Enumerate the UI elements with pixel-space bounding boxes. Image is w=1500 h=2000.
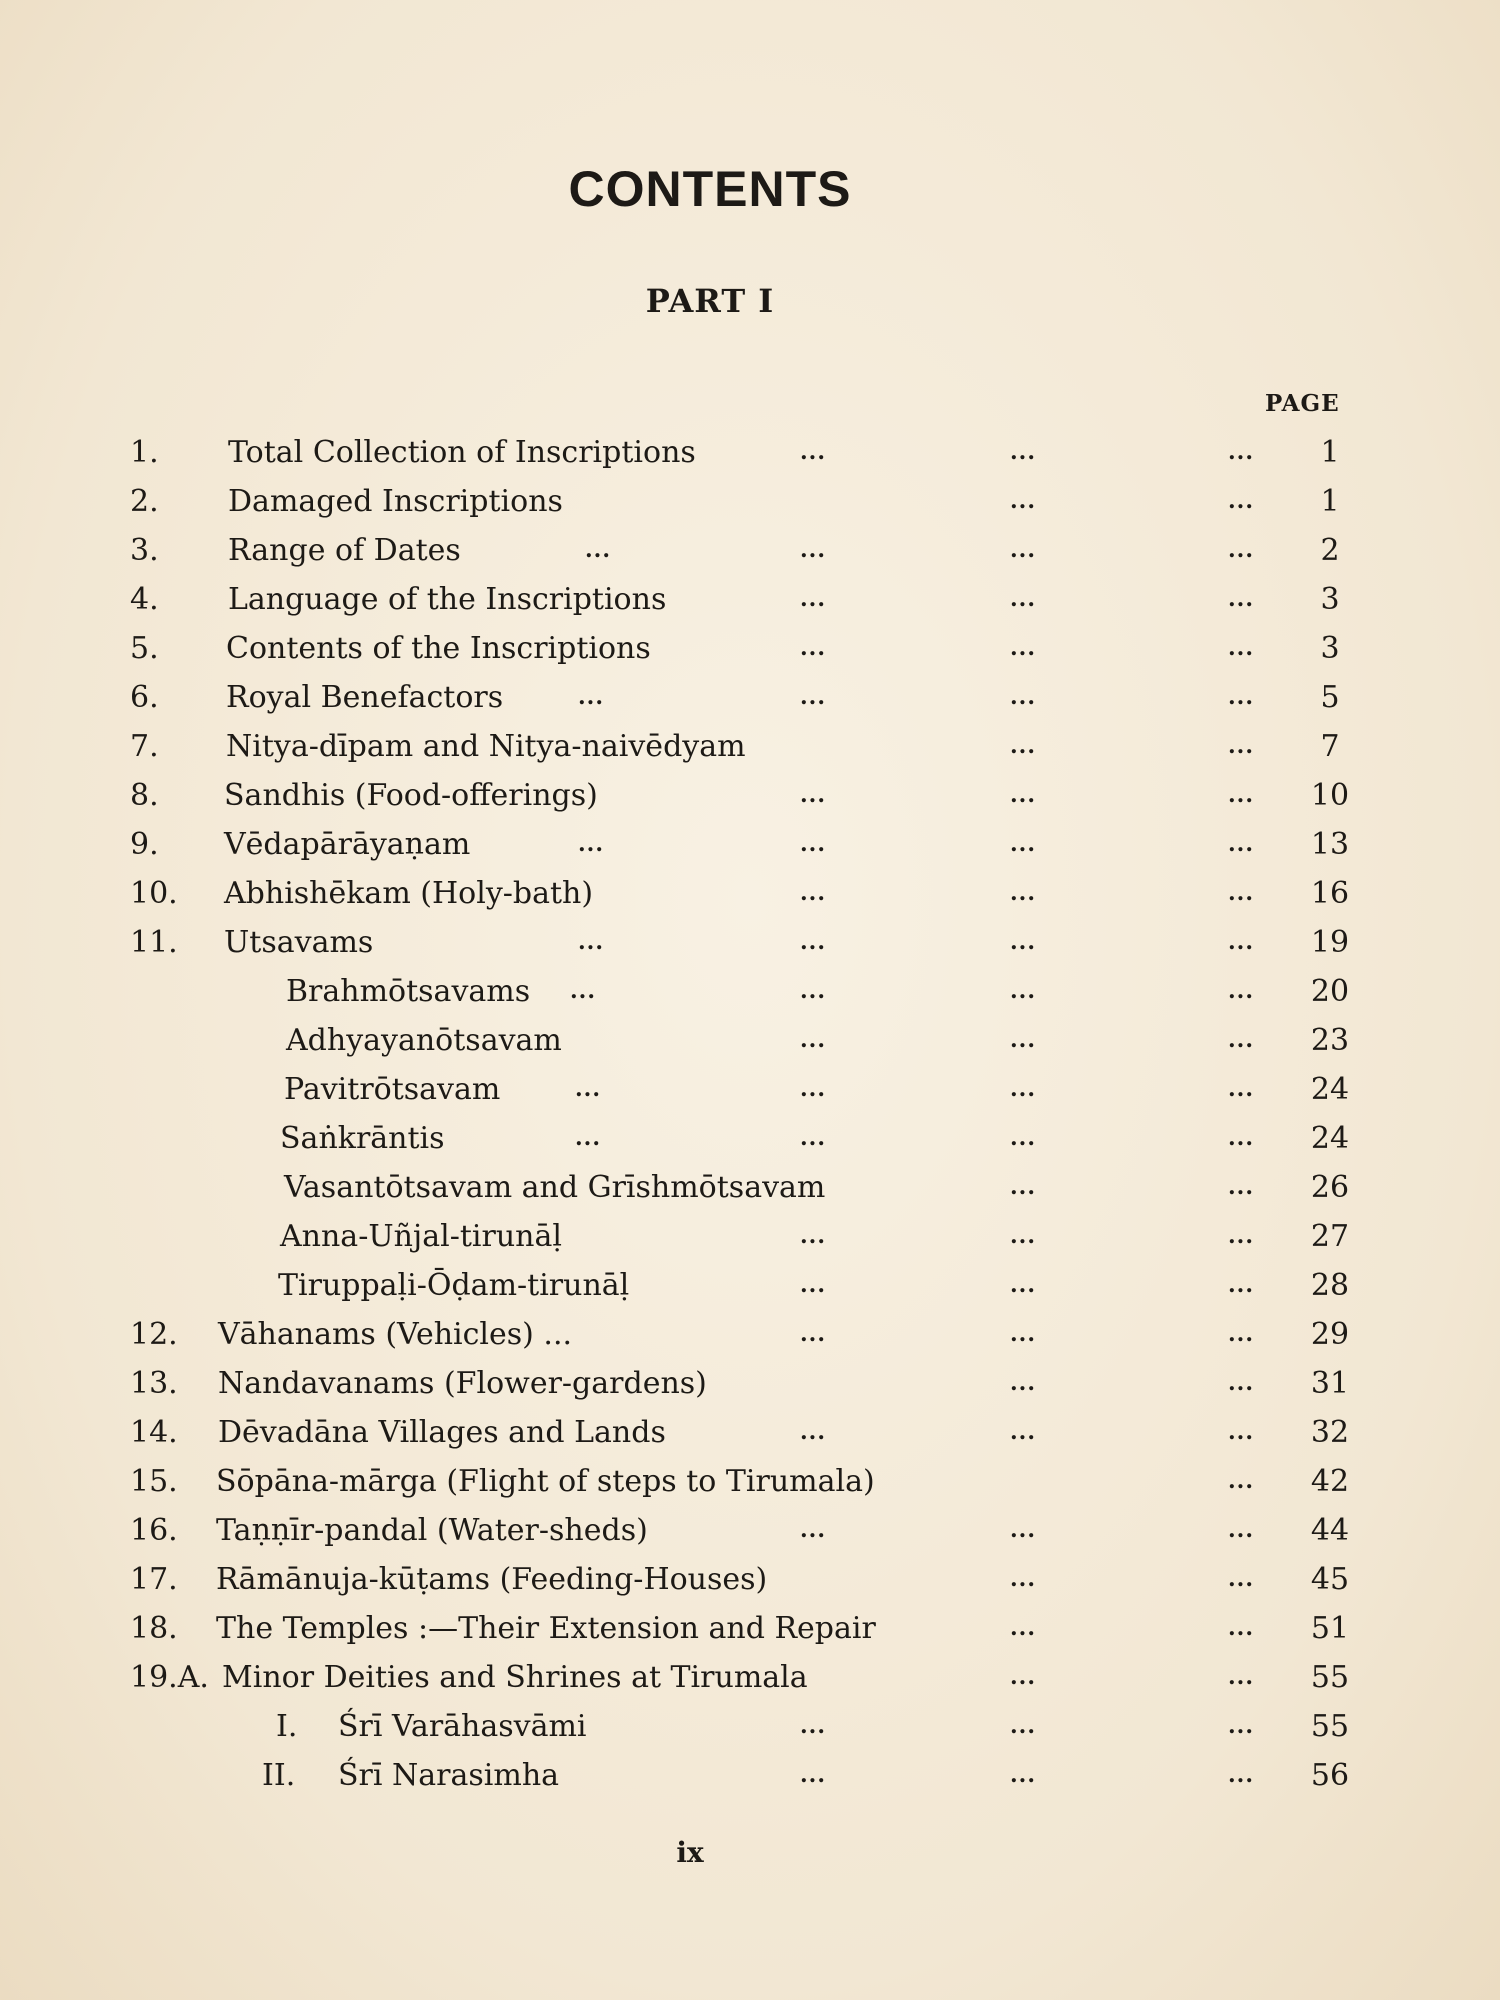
entry-number: 7. [130, 729, 159, 764]
leader-dots: ... [1010, 586, 1036, 612]
leader-dots: ... [1228, 1664, 1254, 1690]
leader-dots: ... [1010, 929, 1036, 955]
toc-entry [0, 1359, 1500, 1408]
entry-title: Rāmānuja-kūṭams (Feeding-Houses) [216, 1562, 768, 1597]
entry-number: 5. [130, 631, 159, 666]
leader-dots: ... [585, 537, 611, 563]
entry-title: Sandhis (Food-offerings) [224, 778, 598, 813]
entry-title: Minor Deities and Shrines at Tirumala [222, 1660, 808, 1695]
toc-entry [0, 1604, 1500, 1653]
toc-entry [0, 1408, 1500, 1457]
leader-dots: ... [1010, 1713, 1036, 1739]
leader-dots: ... [800, 880, 826, 906]
entry-title: Total Collection of Inscriptions [228, 435, 696, 470]
toc-entry [0, 428, 1500, 477]
entry-title: Contents of the Inscriptions [226, 631, 651, 666]
toc-entry [0, 869, 1500, 918]
leader-dots: ... [1010, 978, 1036, 1004]
leader-dots: ... [1228, 1713, 1254, 1739]
leader-dots: ... [800, 1223, 826, 1249]
leader-dots: ... [800, 1027, 826, 1053]
entry-title: Royal Benefactors [226, 680, 504, 715]
leader-dots: ... [1228, 929, 1254, 955]
entry-title: Sōpāna-mārga (Flight of steps to Tirumala) [216, 1464, 875, 1499]
leader-dots: ... [1228, 978, 1254, 1004]
toc-entry [0, 624, 1500, 673]
entry-number: 17. [130, 1562, 178, 1597]
entry-title: Tiruppaḷi-Ōḍam-tirunāḷ [278, 1268, 630, 1303]
entry-page: 1 [1320, 484, 1340, 519]
entry-number: 18. [130, 1611, 178, 1646]
table-of-contents [0, 428, 1500, 1800]
page-column-label: PAGE [1265, 390, 1340, 417]
leader-dots: ... [1010, 733, 1036, 759]
entry-page: 29 [1310, 1317, 1350, 1352]
part-label: PART I [645, 282, 775, 320]
entry-page: 56 [1310, 1758, 1350, 1793]
contents-heading: CONTENTS [568, 161, 852, 217]
leader-dots: ... [800, 978, 826, 1004]
entry-page: 2 [1320, 533, 1340, 568]
leader-dots: ... [1228, 1468, 1254, 1494]
entry-title: Dēvadāna Villages and Lands [218, 1415, 666, 1450]
leader-dots: ... [800, 684, 826, 710]
toc-entry [0, 575, 1500, 624]
entry-title: Nitya-dīpam and Nitya-naivēdyam [226, 729, 746, 764]
leader-dots: ... [1228, 635, 1254, 661]
entry-title: Nandavanams (Flower-gardens) [218, 1366, 707, 1401]
leader-dots: ... [800, 1419, 826, 1445]
leader-dots: ... [800, 1272, 826, 1298]
entry-title: Utsavams [224, 925, 374, 960]
entry-number: 10. [130, 876, 178, 911]
entry-number: 13. [130, 1366, 178, 1401]
entry-number: 8. [130, 778, 159, 813]
leader-dots: ... [800, 782, 826, 808]
leader-dots: ... [800, 1517, 826, 1543]
entry-title: Language of the Inscriptions [228, 582, 667, 617]
leader-dots: ... [1228, 1419, 1254, 1445]
entry-page: 28 [1310, 1268, 1350, 1303]
leader-dots: ... [800, 635, 826, 661]
leader-dots: ... [1228, 782, 1254, 808]
entry-page: 20 [1310, 974, 1350, 1009]
entry-page: 10 [1310, 778, 1350, 813]
entry-title: Śrī Narasimha [338, 1758, 560, 1793]
toc-subentry [0, 1065, 1500, 1114]
leader-dots: ... [800, 1125, 826, 1151]
toc-entry [0, 722, 1500, 771]
entry-number: 4. [130, 582, 159, 617]
entry-title: Adhyayanōtsavam [286, 1023, 562, 1058]
entry-page: 42 [1310, 1464, 1350, 1499]
toc-entry [0, 1310, 1500, 1359]
entry-title: Damaged Inscriptions [228, 484, 563, 519]
entry-page: 5 [1320, 680, 1340, 715]
toc-entry [0, 1506, 1500, 1555]
entry-title: Taṇṇīr-pandal (Water-sheds) [216, 1513, 648, 1548]
leader-dots: ... [1228, 831, 1254, 857]
leader-dots: ... [1010, 782, 1036, 808]
leader-dots: ... [1228, 1076, 1254, 1102]
entry-title: Vēdapārāyaṇam [224, 827, 471, 862]
entry-title: Vasantōtsavam and Grīshmōtsavam [284, 1170, 826, 1205]
entry-page: 55 [1310, 1709, 1350, 1744]
leader-dots: ... [1228, 1370, 1254, 1396]
entry-number: 14. [130, 1415, 178, 1450]
entry-number: I. [276, 1709, 298, 1744]
leader-dots: ... [1010, 1762, 1036, 1788]
entry-page: 32 [1310, 1415, 1350, 1450]
leader-dots: ... [1010, 880, 1036, 906]
leader-dots: ... [1010, 1223, 1036, 1249]
entry-page: 45 [1310, 1562, 1350, 1597]
entry-page: 16 [1310, 876, 1350, 911]
entry-page: 26 [1310, 1170, 1350, 1205]
entry-page: 19 [1310, 925, 1350, 960]
toc-entry [0, 820, 1500, 869]
leader-dots: ... [1010, 1419, 1036, 1445]
entry-title: Abhishēkam (Holy-bath) [224, 876, 594, 911]
leader-dots: ... [800, 1321, 826, 1347]
leader-dots: ... [1228, 1321, 1254, 1347]
leader-dots: ... [1228, 1174, 1254, 1200]
toc-subentry [0, 1016, 1500, 1065]
entry-number: 3. [130, 533, 159, 568]
leader-dots: ... [1010, 537, 1036, 563]
toc-entry [0, 771, 1500, 820]
leader-dots: ... [1228, 537, 1254, 563]
leader-dots: ... [1228, 1762, 1254, 1788]
leader-dots: ... [1228, 1566, 1254, 1592]
leader-dots: ... [800, 929, 826, 955]
leader-dots: ... [1228, 439, 1254, 465]
entry-page: 27 [1310, 1219, 1350, 1254]
entry-title: Anna-Uñjal-tirunāḷ [280, 1219, 562, 1254]
leader-dots: ... [1010, 1370, 1036, 1396]
entry-number: 15. [130, 1464, 178, 1499]
entry-title: Śrī Varāhasvāmi [338, 1709, 587, 1744]
leader-dots: ... [1228, 1027, 1254, 1053]
entry-title: Saṅkrāntis [280, 1121, 445, 1156]
entry-number: 2. [130, 484, 159, 519]
leader-dots: ... [578, 684, 604, 710]
leader-dots: ... [1010, 1321, 1036, 1347]
leader-dots: ... [1228, 488, 1254, 514]
entry-page: 1 [1320, 435, 1340, 470]
leader-dots: ... [800, 1762, 826, 1788]
leader-dots: ... [1228, 1517, 1254, 1543]
leader-dots: ... [800, 1076, 826, 1102]
leader-dots: ... [570, 978, 596, 1004]
entry-title: Pavitrōtsavam [284, 1072, 501, 1107]
toc-subentry [0, 1261, 1500, 1310]
entry-number: 11. [130, 925, 178, 960]
toc-subentry [0, 1163, 1500, 1212]
toc-subentry [0, 1114, 1500, 1163]
entry-number: II. [262, 1758, 296, 1793]
leader-dots: ... [1228, 586, 1254, 612]
entry-page: 24 [1310, 1072, 1350, 1107]
leader-dots: ... [1010, 1272, 1036, 1298]
entry-page: 44 [1310, 1513, 1350, 1548]
leader-dots: ... [575, 1076, 601, 1102]
leader-dots: ... [575, 1125, 601, 1151]
leader-dots: ... [800, 1713, 826, 1739]
entry-number: 16. [130, 1513, 178, 1548]
toc-entry [0, 673, 1500, 722]
entry-page: 51 [1310, 1611, 1350, 1646]
leader-dots: ... [1228, 733, 1254, 759]
leader-dots: ... [1010, 439, 1036, 465]
leader-dots: ... [800, 439, 826, 465]
toc-entry [0, 918, 1500, 967]
leader-dots: ... [1010, 488, 1036, 514]
leader-dots: ... [1010, 1174, 1036, 1200]
entry-number: 19.A. [130, 1660, 209, 1695]
toc-subentry [0, 967, 1500, 1016]
entry-title: Vāhanams (Vehicles) ... [218, 1317, 573, 1352]
toc-entry [0, 1555, 1500, 1604]
entry-title: The Temples :—Their Extension and Repair [216, 1611, 876, 1646]
toc-entry [0, 526, 1500, 575]
entry-page: 24 [1310, 1121, 1350, 1156]
toc-entry [0, 477, 1500, 526]
leader-dots: ... [800, 586, 826, 612]
entry-page: 13 [1310, 827, 1350, 862]
entry-page: 3 [1320, 582, 1340, 617]
leader-dots: ... [800, 831, 826, 857]
leader-dots: ... [578, 929, 604, 955]
leader-dots: ... [1228, 1615, 1254, 1641]
leader-dots: ... [1228, 1125, 1254, 1151]
leader-dots: ... [1010, 1125, 1036, 1151]
entry-page: 31 [1310, 1366, 1350, 1401]
leader-dots: ... [1228, 1223, 1254, 1249]
leader-dots: ... [1228, 880, 1254, 906]
entry-number: 1. [130, 435, 159, 470]
toc-entry [0, 1653, 1500, 1702]
leader-dots: ... [1010, 1027, 1036, 1053]
entry-number: 9. [130, 827, 159, 862]
leader-dots: ... [1010, 1664, 1036, 1690]
leader-dots: ... [1228, 1272, 1254, 1298]
toc-subentry [0, 1702, 1500, 1751]
leader-dots: ... [1010, 1615, 1036, 1641]
entry-page: 23 [1310, 1023, 1350, 1058]
leader-dots: ... [1010, 684, 1036, 710]
toc-subentry [0, 1212, 1500, 1261]
leader-dots: ... [1228, 684, 1254, 710]
leader-dots: ... [1010, 635, 1036, 661]
leader-dots: ... [1010, 1517, 1036, 1543]
leader-dots: ... [1010, 831, 1036, 857]
entry-page: 55 [1310, 1660, 1350, 1695]
entry-title: Range of Dates [228, 533, 461, 568]
entry-number: 12. [130, 1317, 178, 1352]
page-folio: ix [676, 1836, 704, 1869]
entry-title: Brahmōtsavams [286, 974, 531, 1009]
leader-dots: ... [578, 831, 604, 857]
entry-page: 3 [1320, 631, 1340, 666]
leader-dots: ... [1010, 1566, 1036, 1592]
toc-subentry [0, 1751, 1500, 1800]
toc-entry [0, 1457, 1500, 1506]
entry-page: 7 [1320, 729, 1340, 764]
leader-dots: ... [800, 537, 826, 563]
leader-dots: ... [1010, 1076, 1036, 1102]
entry-number: 6. [130, 680, 159, 715]
